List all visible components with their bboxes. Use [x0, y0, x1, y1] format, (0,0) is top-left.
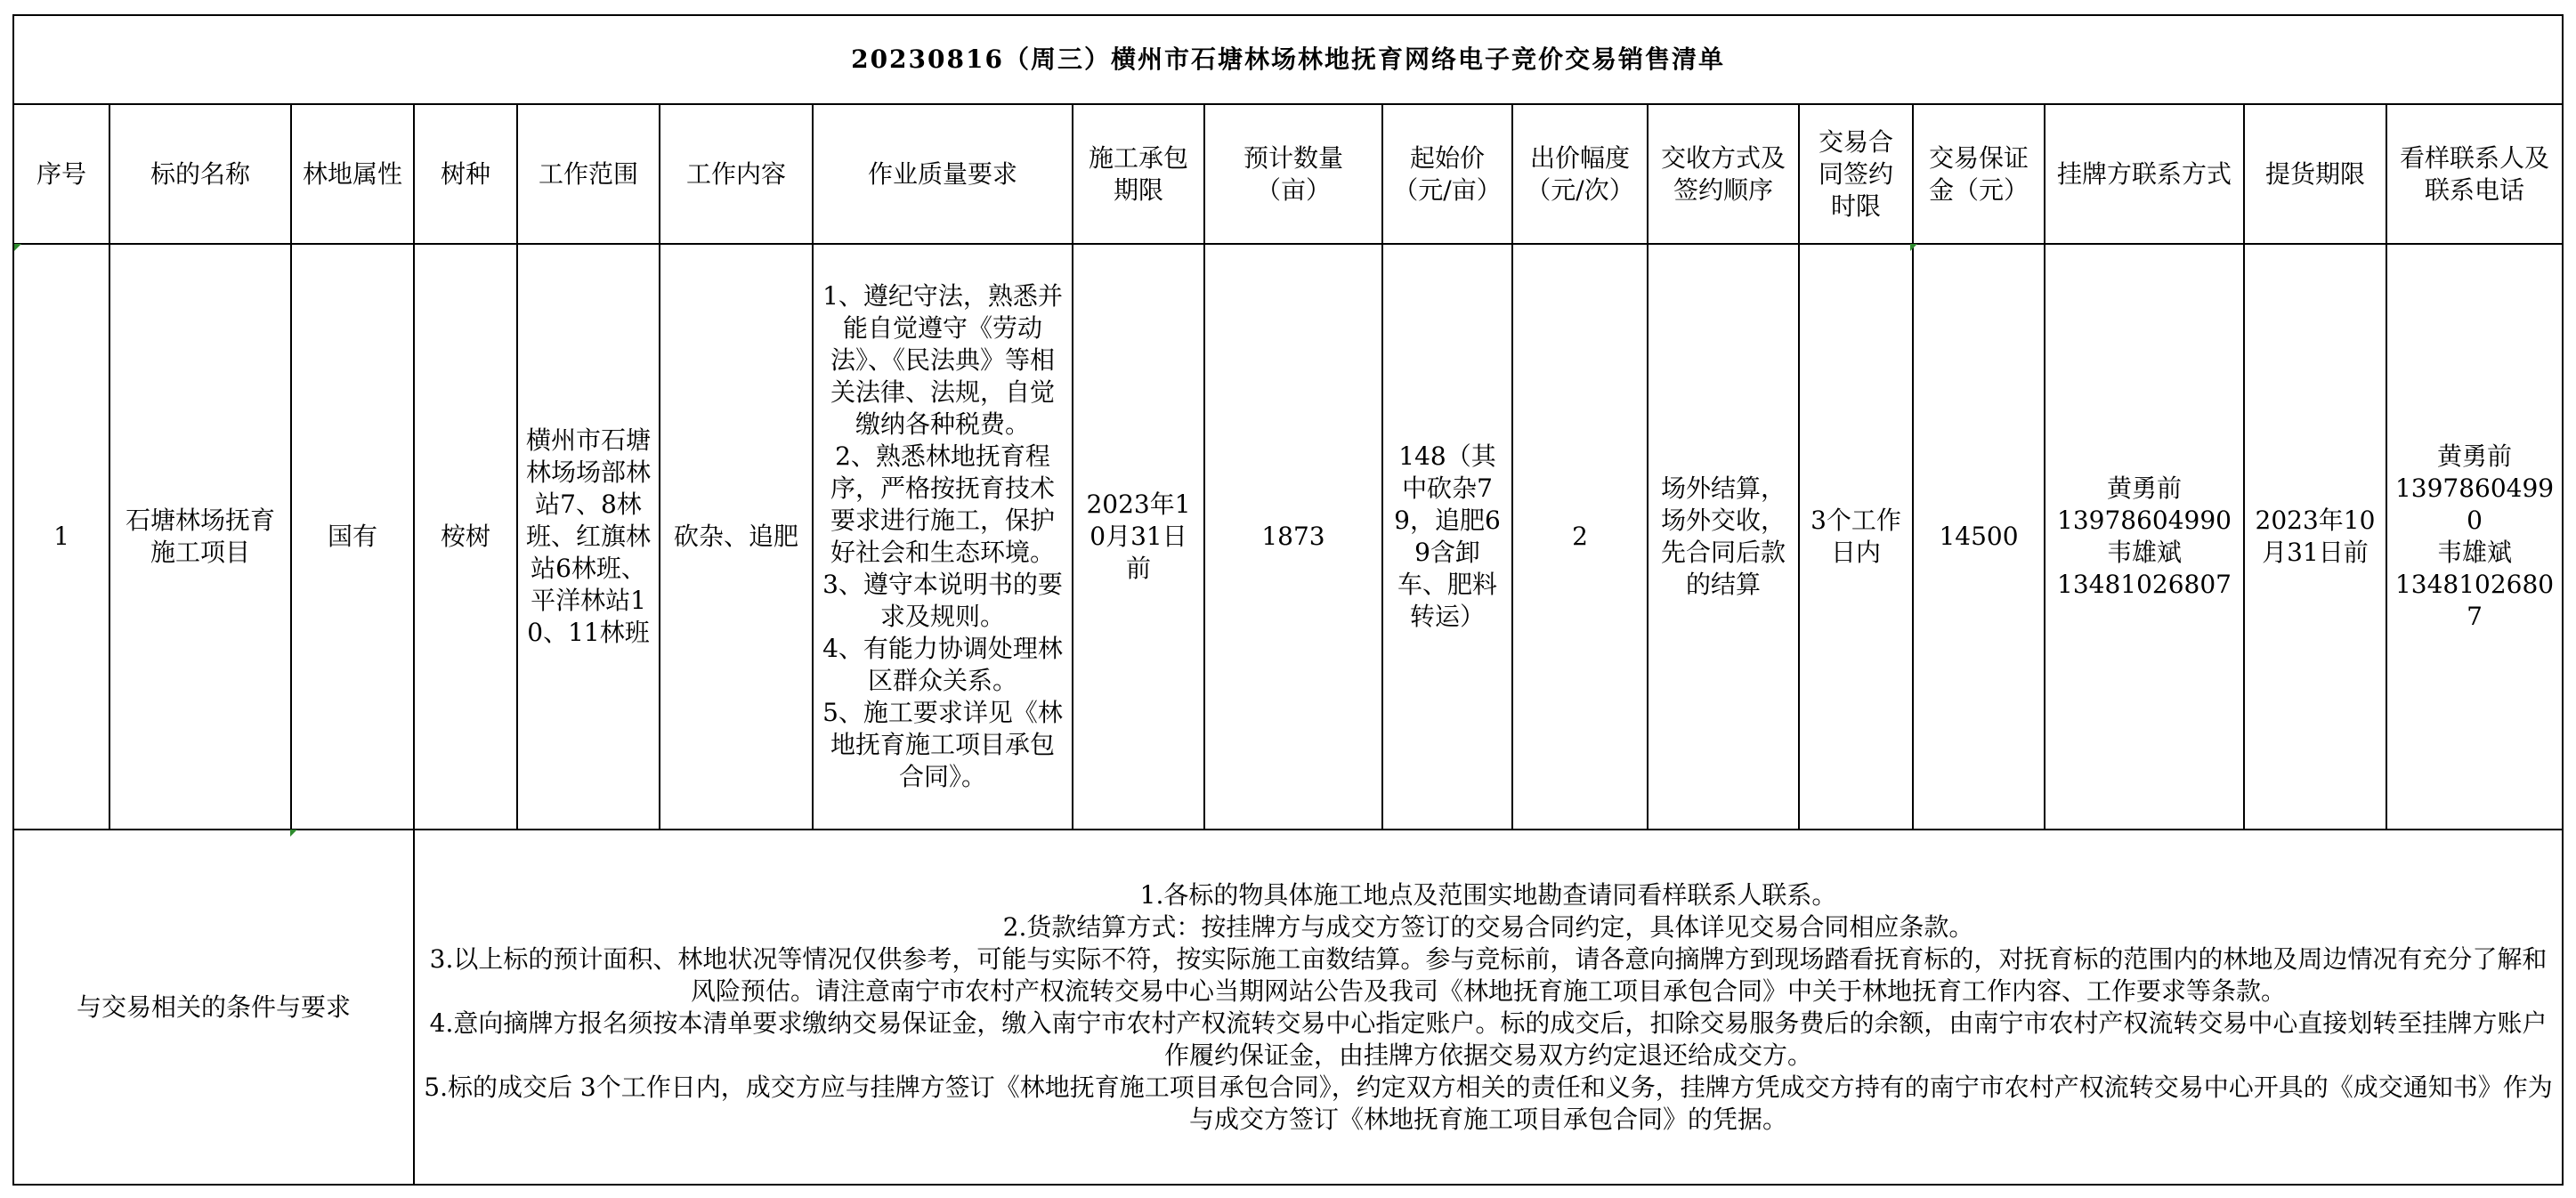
header-settlement: 交收方式及签约顺序: [1648, 104, 1799, 244]
header-row: [13, 104, 2563, 244]
conditions-text: [414, 830, 2563, 1185]
header-increment: 出价幅度（元/次）: [1512, 104, 1648, 244]
condition-item: 1.各标的物具体施工地点及范围实地勘查请同看样联系人联系。: [1139, 879, 1837, 910]
header-property: 林地属性: [291, 104, 414, 244]
sales-list-table: [12, 14, 2564, 1186]
cell-quality: [813, 244, 1073, 830]
table-row: [13, 244, 2563, 830]
cell-species: 桉树: [414, 244, 517, 830]
condition-item: 4.意向摘牌方报名须按本清单要求缴纳交易保证金，缴入南宁市农村产权流转交易中心指定账户。标的成交后，扣除交易服务费后的余额，由南宁市农村产权流转交易中心直接划转至挂牌方账户作履约保证金，由挂牌方依据交易双方约定退还给成交方。: [429, 1008, 2548, 1070]
header-period: 施工承包期限: [1073, 104, 1204, 244]
header-viewing-contact: 看样联系人及联系电话: [2386, 104, 2563, 244]
cell-start-price: 148（其中砍杂79，追肥69含卸车、肥料转运）: [1382, 244, 1512, 830]
quality-item: 5、施工要求详见《林地抚育施工项目承包合同》。: [822, 698, 1063, 791]
cell-period: 2023年10月31日前: [1073, 244, 1204, 830]
viewing-contact-phone: 13978604990: [2394, 474, 2555, 535]
header-pickup: 提货期限: [2244, 104, 2386, 244]
condition-item: 3.以上标的预计面积、林地状况等情况仅供参考，可能与实际不符，按实际施工亩数结算。参与竞标前，请各意向摘牌方到现场踏看抚育标的，对抚育标的范围内的林地及周边情况有充分了解和风险预估。请注意南宁市农村产权流转交易中心当期网站公告及我司《林地抚育施工项目承包合同》中关于林地抚育工作内容、工作要求等条款。: [429, 943, 2548, 1006]
cell-pickup: 2023年10月31日前: [2244, 244, 2386, 830]
header-quality: 作业质量要求: [813, 104, 1073, 244]
cell-marker-icon: [1910, 244, 1917, 251]
viewing-contact-phone: 13481026807: [2394, 570, 2555, 631]
cell-marker-icon: [14, 244, 21, 251]
cell-deposit: 14500: [1913, 244, 2045, 830]
header-deposit: 交易保证金（元）: [1913, 104, 2045, 244]
conditions-label: 与交易相关的条件与要求: [13, 830, 414, 1185]
viewing-contact-name: 韦雄斌: [2437, 538, 2513, 567]
contact-name: 韦雄斌: [2106, 538, 2182, 567]
quality-item: 3、遵守本说明书的要求及规则。: [822, 570, 1063, 631]
cell-scope: 横州市石塘林场场部林站7、8林班、红旗林站6林班、平洋林站10、11林班: [517, 244, 660, 830]
header-start-price: 起始价（元/亩）: [1382, 104, 1512, 244]
cell-sign-limit: 3个工作日内: [1799, 244, 1913, 830]
header-name: 标的名称: [109, 104, 291, 244]
sales-list-sheet: [12, 14, 2562, 1184]
cell-property: 国有: [291, 244, 414, 830]
contact-phone: 13978604990: [2057, 506, 2232, 535]
quality-item: 1、遵纪守法，熟悉并能自觉遵守《劳动法》、《民法典》等相关法律、法规，自觉缴纳各种税费。: [822, 281, 1063, 439]
cell-content: 砍杂、追肥: [660, 244, 813, 830]
cell-quantity: 1873: [1204, 244, 1382, 830]
quality-item: 4、有能力协调处理林区群众关系。: [822, 634, 1063, 695]
header-content: 工作内容: [660, 104, 813, 244]
quality-item: 2、熟悉林地抚育程序，严格按抚育技术要求进行施工，保护好社会和生态环境。: [830, 441, 1055, 567]
cell-name: 石塘林场抚育施工项目: [109, 244, 291, 830]
cell-viewing-contact: [2386, 244, 2563, 830]
conditions-row: [13, 830, 2563, 1185]
condition-item: 2.货款结算方式：按挂牌方与成交方签订的交易合同约定，具体详见交易合同相应条款。: [1002, 911, 1974, 942]
header-species: 树种: [414, 104, 517, 244]
page-title: 20230816（周三）横州市石塘林场林地抚育网络电子竞价交易销售清单: [13, 15, 2563, 104]
cell-seq: 1: [13, 244, 109, 830]
cell-increment: 2: [1512, 244, 1648, 830]
header-contact: 挂牌方联系方式: [2045, 104, 2244, 244]
cell-settlement: 场外结算，场外交收，先合同后款的结算: [1648, 244, 1799, 830]
contact-name: 黄勇前: [2106, 474, 2182, 503]
header-seq: 序号: [13, 104, 109, 244]
header-quantity: 预计数量（亩）: [1204, 104, 1382, 244]
condition-item: 5.标的成交后 3个工作日内，成交方应与挂牌方签订《林地抚育施工项目承包合同》，约定双方相关的责任和义务，挂牌方凭成交方持有的南宁市农村产权流转交易中心开具的《成交通知书》作为与成交方签订《林地抚育施工项目承包合同》的凭据。: [424, 1072, 2553, 1134]
header-scope: 工作范围: [517, 104, 660, 244]
header-sign-limit: 交易合同签约时限: [1799, 104, 1913, 244]
cell-marker-icon: [290, 830, 297, 837]
contact-phone: 13481026807: [2057, 570, 2232, 599]
viewing-contact-name: 黄勇前: [2437, 441, 2513, 471]
cell-contact: [2045, 244, 2244, 830]
